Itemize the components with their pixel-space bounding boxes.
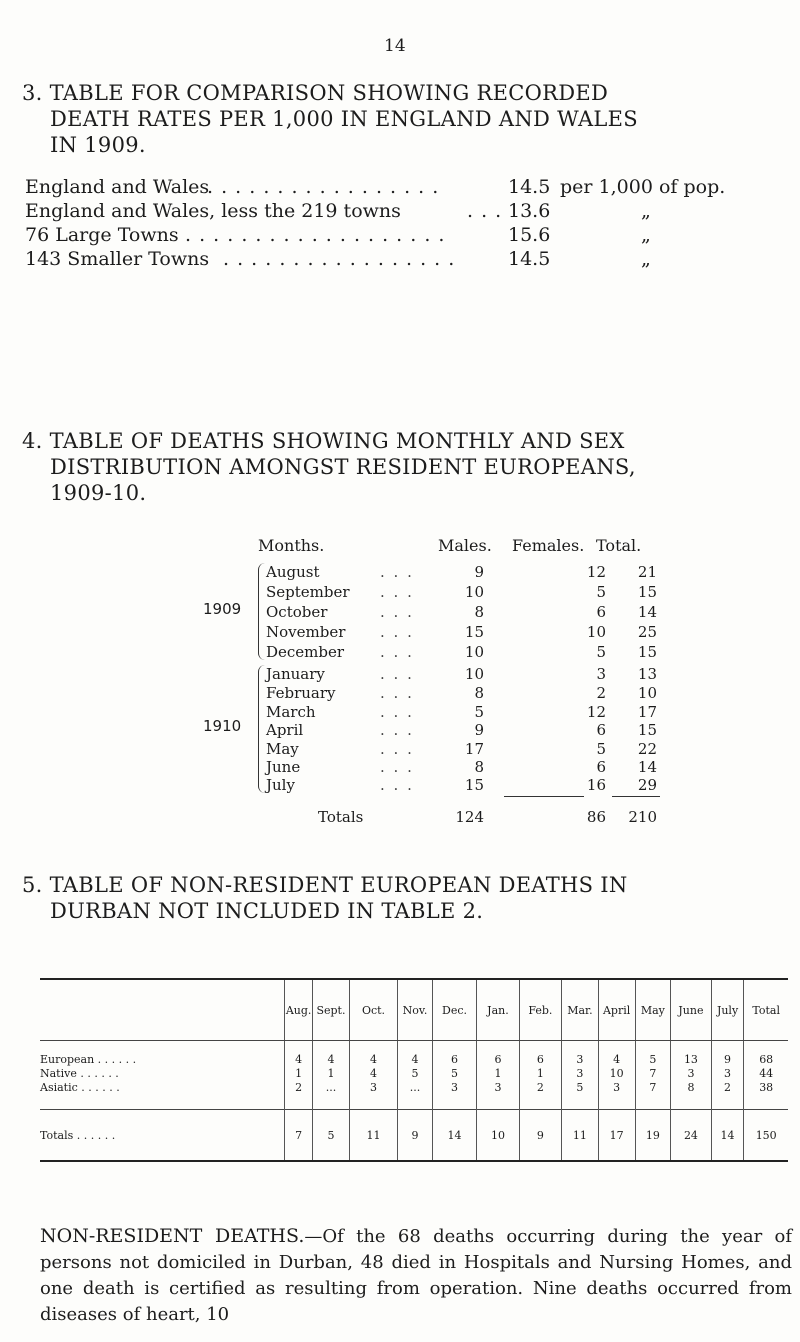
cell: 4 xyxy=(349,1041,397,1068)
males-value: 10 xyxy=(464,643,484,661)
month-label: July xyxy=(266,776,295,794)
cell: 9 xyxy=(519,1110,561,1162)
col-header: Aug. xyxy=(285,979,313,1041)
cell: 38 xyxy=(744,1081,788,1110)
rate-row xyxy=(25,176,785,200)
cell: 150 xyxy=(744,1110,788,1162)
cell: 10 xyxy=(598,1067,635,1081)
rate-value: 14.5 xyxy=(508,248,551,270)
cell: 2 xyxy=(519,1081,561,1110)
month-label: October xyxy=(266,603,328,621)
totals-label: Totals xyxy=(318,808,364,826)
rate-value: 13.6 xyxy=(508,200,551,222)
col-header-months: Months. xyxy=(258,536,325,555)
males-value: 8 xyxy=(474,758,484,776)
males-value: 9 xyxy=(474,721,484,739)
table-header-row xyxy=(40,979,788,1041)
total-value: 15 xyxy=(637,643,657,661)
cell: 3 xyxy=(562,1067,599,1081)
month-row xyxy=(0,643,800,661)
males-value: 8 xyxy=(474,684,484,702)
cell: 1 xyxy=(477,1067,519,1081)
page-number: 14 xyxy=(384,36,406,56)
col-header: Dec. xyxy=(432,979,476,1041)
row-label: European . . . . . . xyxy=(40,1053,137,1066)
males-value: 15 xyxy=(464,623,484,641)
cell: 1 xyxy=(519,1067,561,1081)
total-value: 10 xyxy=(637,684,657,702)
rate-unit: per 1,000 of pop. xyxy=(560,176,726,198)
cell: 3 xyxy=(562,1041,599,1068)
rate-row xyxy=(25,224,785,248)
col-header: July xyxy=(711,979,744,1041)
cell: 4 xyxy=(398,1041,433,1068)
males-value: 17 xyxy=(464,740,484,758)
totals-label: Totals . . . . . . xyxy=(40,1110,285,1162)
month-label: June xyxy=(266,758,301,776)
total-value: 13 xyxy=(637,665,657,683)
month-row xyxy=(0,776,800,794)
month-label: November xyxy=(266,623,346,641)
males-value: 5 xyxy=(474,703,484,721)
rate-label: England and Wales, less the 219 towns xyxy=(25,200,401,222)
leader-dots: . . . xyxy=(380,603,414,621)
leader-dots: . . . xyxy=(380,758,414,776)
rate-value: 14.5 xyxy=(508,176,551,198)
total-value: 17 xyxy=(637,703,657,721)
cell: 5 xyxy=(398,1067,433,1081)
row-label: Asiatic . . . . . . xyxy=(40,1081,120,1094)
cell: 1 xyxy=(313,1067,350,1081)
total-value: 15 xyxy=(637,721,657,739)
cell: 3 xyxy=(349,1081,397,1110)
leader-dots: . . . xyxy=(380,583,414,601)
males-value: 10 xyxy=(464,583,484,601)
cell: 11 xyxy=(349,1110,397,1162)
cell: 5 xyxy=(635,1041,671,1068)
females-value: 5 xyxy=(596,643,606,661)
cell: 7 xyxy=(635,1067,671,1081)
month-label: August xyxy=(266,563,320,581)
col-header-females: Females. xyxy=(512,536,585,555)
cell: 9 xyxy=(398,1110,433,1162)
totals-row xyxy=(0,808,800,826)
rate-value: 15.6 xyxy=(508,224,551,246)
paragraph-text: —Of the 68 deaths occurring during the year of persons not domiciled in Durban, 48 died in Hospitals and Nursing Homes, and one death is certified as resulting from operation. Nine deaths occurred from diseases of heart, 10 xyxy=(40,1226,792,1325)
totals-rule-total xyxy=(612,796,660,797)
month-row xyxy=(0,684,800,702)
females-value: 16 xyxy=(586,776,606,794)
leader-dots: . . . xyxy=(380,776,414,794)
total-value: 14 xyxy=(637,758,657,776)
month-label: September xyxy=(266,583,350,601)
cell: 9 xyxy=(711,1041,744,1068)
col-header: Nov. xyxy=(398,979,433,1041)
month-row xyxy=(0,703,800,721)
rate-label: 143 Smaller Towns xyxy=(25,248,210,270)
month-label: January xyxy=(266,665,325,683)
month-row xyxy=(0,583,800,601)
cell: 10 xyxy=(477,1110,519,1162)
month-row xyxy=(0,603,800,621)
females-value: 5 xyxy=(596,740,606,758)
rate-row xyxy=(25,248,785,272)
females-value: 12 xyxy=(586,563,606,581)
cell: 7 xyxy=(285,1110,313,1162)
month-row xyxy=(0,740,800,758)
total-value: 29 xyxy=(637,776,657,794)
females-value: 12 xyxy=(586,703,606,721)
cell: 4 xyxy=(349,1067,397,1081)
males-value: 15 xyxy=(464,776,484,794)
section4-heading-line1: 4. TABLE OF DEATHS SHOWING MONTHLY AND SEX xyxy=(22,429,625,453)
leader-dots: . . . xyxy=(380,665,414,683)
cell: 5 xyxy=(432,1067,476,1081)
row-label: Native . . . . . . xyxy=(40,1067,119,1080)
non-resident-paragraph xyxy=(40,1223,792,1328)
leader-dots: . . . xyxy=(380,703,414,721)
leader-dots: . . . xyxy=(380,740,414,758)
month-label: May xyxy=(266,740,299,758)
total-value: 15 xyxy=(637,583,657,601)
cell: 6 xyxy=(477,1041,519,1068)
males-value: 8 xyxy=(474,603,484,621)
col-header: Mar. xyxy=(562,979,599,1041)
cell: ... xyxy=(398,1081,433,1110)
cell: 7 xyxy=(635,1081,671,1110)
ditto-mark: „ xyxy=(641,200,651,222)
col-header: Total xyxy=(744,979,788,1041)
totals-total: 210 xyxy=(628,808,657,826)
totals-males: 124 xyxy=(455,808,484,826)
cell: 14 xyxy=(711,1110,744,1162)
males-value: 9 xyxy=(474,563,484,581)
totals-row xyxy=(40,1110,788,1162)
month-row xyxy=(0,721,800,739)
col-header: June xyxy=(671,979,712,1041)
totals-rule-females xyxy=(504,796,584,797)
section4-heading xyxy=(22,428,792,506)
col-header xyxy=(40,979,285,1041)
month-row xyxy=(0,563,800,581)
table-row xyxy=(40,1041,788,1068)
cell: 6 xyxy=(519,1041,561,1068)
cell: 3 xyxy=(598,1081,635,1110)
month-label: March xyxy=(266,703,316,721)
ditto-mark: „ xyxy=(641,224,651,246)
totals-females: 86 xyxy=(586,808,606,826)
col-header: Jan. xyxy=(477,979,519,1041)
leader-dots: . . . xyxy=(380,563,414,581)
cell: 5 xyxy=(313,1110,350,1162)
col-header: May xyxy=(635,979,671,1041)
rate-row xyxy=(25,200,785,224)
table-row xyxy=(40,1081,788,1110)
females-value: 2 xyxy=(596,684,606,702)
rate-label: 76 Large Towns xyxy=(25,224,179,246)
cell: 8 xyxy=(671,1081,712,1110)
month-label: February xyxy=(266,684,336,702)
month-label: April xyxy=(266,721,304,739)
col-header: April xyxy=(598,979,635,1041)
col-header-total: Total. xyxy=(596,536,642,555)
cell: 11 xyxy=(562,1110,599,1162)
cell: 24 xyxy=(671,1110,712,1162)
section3-heading-line2: DEATH RATES PER 1,000 IN ENGLAND AND WALES xyxy=(50,107,638,131)
total-value: 21 xyxy=(637,563,657,581)
month-row xyxy=(0,665,800,683)
non-resident-deaths-table xyxy=(40,978,788,1162)
leader-dots: . . . xyxy=(380,643,414,661)
rate-label: England and Wales xyxy=(25,176,210,198)
leader-dots: . . . . . . . . . . . . . . . . . xyxy=(207,176,440,198)
cell: ... xyxy=(313,1081,350,1110)
females-value: 6 xyxy=(596,758,606,776)
col-header: Sept. xyxy=(313,979,350,1041)
section3-heading-line1: 3. TABLE FOR COMPARISON SHOWING RECORDED xyxy=(22,81,609,105)
females-value: 10 xyxy=(586,623,606,641)
year-label-1910: 1910 xyxy=(203,717,242,735)
females-value: 5 xyxy=(596,583,606,601)
month-label: December xyxy=(266,643,345,661)
cell: 3 xyxy=(711,1067,744,1081)
leader-dots: . . . xyxy=(380,721,414,739)
cell: 4 xyxy=(598,1041,635,1068)
cell: 3 xyxy=(477,1081,519,1110)
cell: 4 xyxy=(313,1041,350,1068)
leader-dots: . . . xyxy=(467,200,503,222)
females-value: 3 xyxy=(596,665,606,683)
cell: 17 xyxy=(598,1110,635,1162)
leader-dots: . . . . . . . . . . . . . . . . . . . xyxy=(185,224,446,246)
section4-heading-line2: DISTRIBUTION AMONGST RESIDENT EUROPEANS, xyxy=(50,455,636,479)
section4-heading-line3: 1909-10. xyxy=(50,481,147,505)
table-row xyxy=(40,1067,788,1081)
leader-dots: . . . . . . . . . . . . . . . . . xyxy=(223,248,456,270)
section3-heading xyxy=(22,80,792,158)
cell: 44 xyxy=(744,1067,788,1081)
section5-heading-line2: DURBAN NOT INCLUDED IN TABLE 2. xyxy=(50,899,484,923)
total-value: 25 xyxy=(637,623,657,641)
cell: 3 xyxy=(432,1081,476,1110)
males-value: 10 xyxy=(464,665,484,683)
section5-heading-line1: 5. TABLE OF NON-RESIDENT EUROPEAN DEATHS IN xyxy=(22,873,628,897)
cell: 3 xyxy=(671,1067,712,1081)
cell: 19 xyxy=(635,1110,671,1162)
year-label-1909: 1909 xyxy=(203,600,242,618)
month-row xyxy=(0,758,800,776)
paragraph-lead: NON-RESIDENT DEATHS. xyxy=(40,1225,305,1247)
cell: 2 xyxy=(285,1081,313,1110)
section5-heading xyxy=(22,872,792,924)
section3-heading-line3: IN 1909. xyxy=(50,133,146,157)
females-value: 6 xyxy=(596,603,606,621)
leader-dots: . . . xyxy=(380,623,414,641)
cell: 14 xyxy=(432,1110,476,1162)
cell: 2 xyxy=(711,1081,744,1110)
ditto-mark: „ xyxy=(641,248,651,270)
col-header: Oct. xyxy=(349,979,397,1041)
cell: 5 xyxy=(562,1081,599,1110)
cell: 4 xyxy=(285,1041,313,1068)
col-header: Feb. xyxy=(519,979,561,1041)
month-row xyxy=(0,623,800,641)
total-value: 14 xyxy=(637,603,657,621)
cell: 6 xyxy=(432,1041,476,1068)
total-value: 22 xyxy=(637,740,657,758)
leader-dots: . . . xyxy=(380,684,414,702)
cell: 68 xyxy=(744,1041,788,1068)
cell: 1 xyxy=(285,1067,313,1081)
col-header-males: Males. xyxy=(438,536,492,555)
cell: 13 xyxy=(671,1041,712,1068)
females-value: 6 xyxy=(596,721,606,739)
